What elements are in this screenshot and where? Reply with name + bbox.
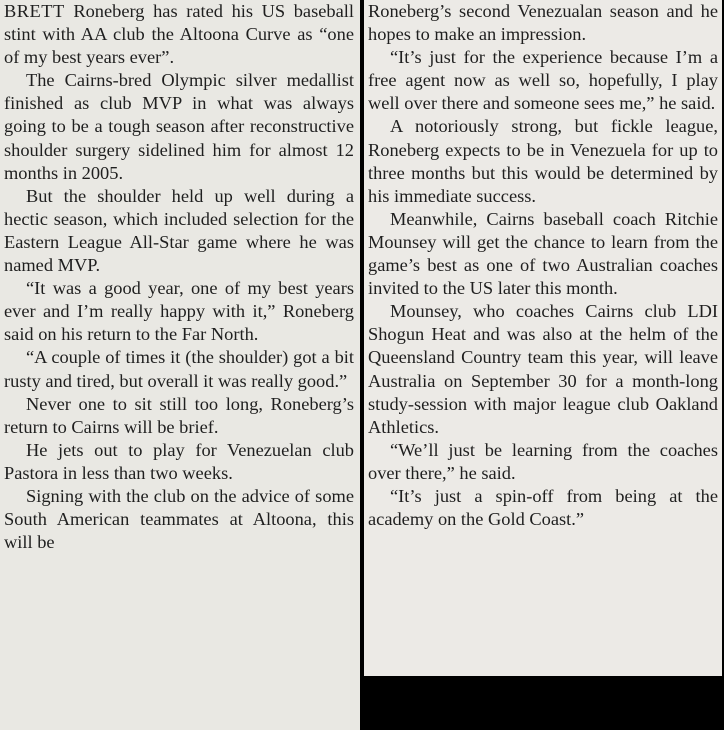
article-paragraph: “A couple of times it (the shoulder) got a bit rusty and tired, but overall it was really good.” — [4, 347, 354, 391]
article-paragraph: But the shoulder held up well during a hectic season, which included selection for the Eastern League All-Star game where he was named MVP. — [4, 185, 354, 276]
article-paragraph: Mounsey, who coaches Cairns club LDI Shogun Heat and was also at the helm of the Queensland Country team this year, will leave Australia on September 30 for a month-long study-session with major league club Oakland Athletics. — [368, 301, 718, 437]
article-paragraph: Meanwhile, Cairns baseball coach Ritchie Mounsey will get the chance to learn from the game’s best as one of two Australian coaches invited to the US later this month. — [368, 208, 718, 299]
continuation-paragraph: Roneberg’s second Venezualan season and he hopes to make an impression. — [368, 1, 718, 45]
article-column-left — [0, 0, 360, 730]
article-paragraph: He jets out to play for Venezuelan club Pastora in less than two weeks. — [4, 439, 354, 483]
article-column-right — [364, 0, 722, 676]
article-paragraph: “It’s just for the experience because I’m a free agent now as well so, hopefully, I play well over there and someone sees me,” he said. — [368, 47, 718, 114]
lead-text: Roneberg has rated his US baseball stint with AA club the Altoona Curve as “one of my best years ever”. — [4, 1, 354, 68]
lead-word: BRETT — [4, 1, 65, 21]
article-paragraph: Never one to sit still too long, Roneberg’s return to Cairns will be brief. — [4, 393, 354, 437]
lead-paragraph — [4, 0, 354, 69]
article-paragraph: A notoriously strong, but fickle league, Roneberg expects to be in Venezuela for up to three months but this would be determined by his immediate success. — [368, 116, 718, 206]
article-paragraph: “It’s just a spin-off from being at the academy on the Gold Coast.” — [368, 485, 718, 530]
article-paragraph: “It was a good year, one of my best years ever and I’m really happy with it,” Roneberg said on his return to the Far North. — [4, 278, 354, 345]
article-paragraph: The Cairns-bred Olympic silver medallist finished as club MVP in what was always going to be a tough season after reconstructive shoulder surgery sidelined him for almost 12 months in 2005. — [4, 70, 354, 183]
article-paragraph: “We’ll just be learning from the coaches over there,” he said. — [368, 439, 718, 483]
article-paragraph: Signing with the club on the advice of some South American teammates at Altoona, this will be — [4, 485, 354, 553]
